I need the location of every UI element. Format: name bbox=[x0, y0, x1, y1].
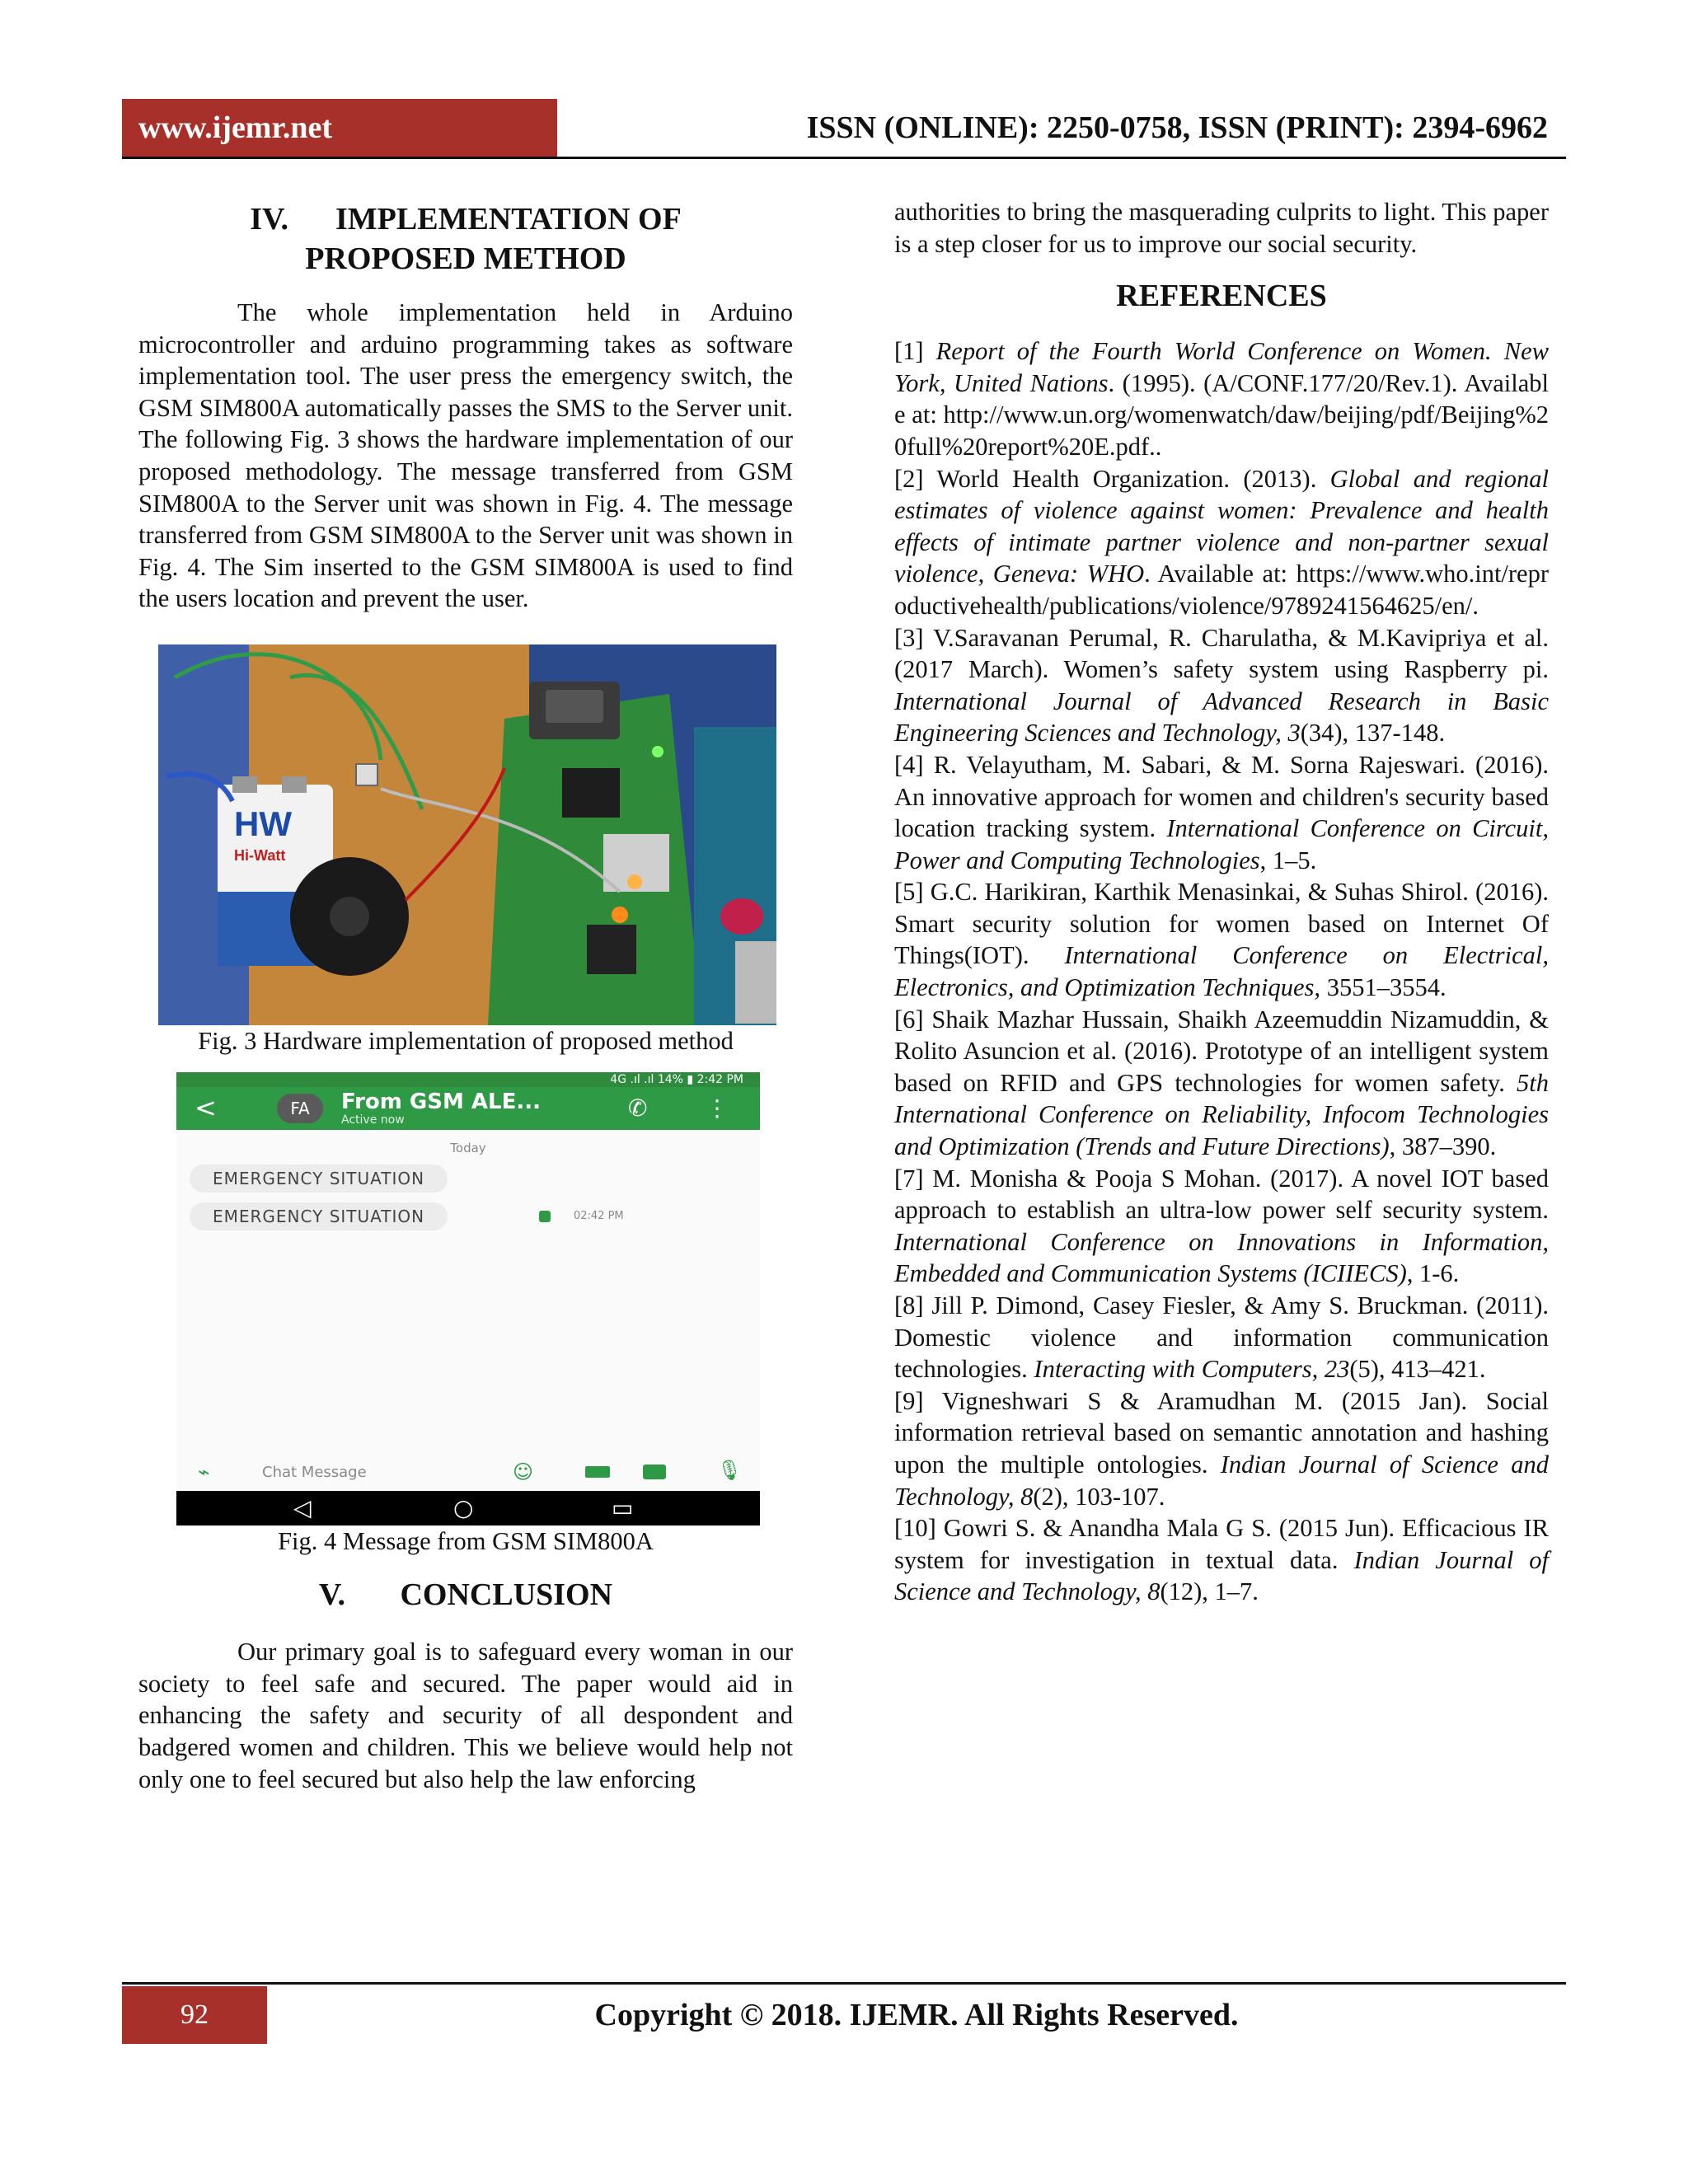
nav-home-icon[interactable]: ○ bbox=[453, 1493, 474, 1521]
microphone-icon[interactable]: 🎙 bbox=[717, 1458, 743, 1482]
emoji-icon[interactable]: ☺ bbox=[513, 1460, 534, 1483]
nav-back-icon[interactable]: ◁ bbox=[293, 1493, 312, 1521]
copyright-line: Copyright © 2018. IJEMR. All Rights Reserved. bbox=[594, 1998, 1239, 2032]
hardware-photo bbox=[158, 644, 776, 1025]
day-separator: Today bbox=[450, 1140, 486, 1155]
reference-item: [5] G.C. Harikiran, Karthik Menasinkai, & Suhas Shirol. (2016). Smart security solution for women based on Internet Of Things(IOT). International Conference on Electrical, Electronics, and Optimization Techniques, 3551–3554. bbox=[894, 878, 1549, 1002]
video-icon[interactable] bbox=[585, 1466, 610, 1478]
status-text: 4G .ıl .ıl 14% ▮ 2:42 PM bbox=[610, 1072, 743, 1086]
left-column bbox=[138, 196, 793, 1795]
message-bubble: EMERGENCY SITUATION bbox=[190, 1165, 448, 1193]
more-options-icon[interactable]: ⋮ bbox=[706, 1094, 729, 1122]
reference-item: [8] Jill P. Dimond, Casey Fiesler, & Amy S. Bruckman. (2011). Domestic violence and information communication technologies. Interacting with Computers, 23(5), 413–421. bbox=[894, 1291, 1549, 1384]
footer-rule bbox=[122, 1982, 1566, 1985]
battery-brand-text: HW bbox=[234, 804, 292, 843]
reference-item: [4] R. Velayutham, M. Sabari, & M. Sorna Rajeswari. (2016). An innovative approach for women and children's security based location tracking system. International Conference on Circuit, Power and Computing Technologies, 1–5. bbox=[894, 750, 1550, 874]
battery-sub-text: Hi-Watt bbox=[234, 846, 286, 864]
conclusion-paragraph: Our primary goal is to safeguard every woman in our society to feel safe and secured. The paper would aid in enhancing the safety and security of all despondent and badgered women and children. This we believe would help not only one to feel secured but also help the law enforcing bbox=[138, 1638, 793, 1793]
chat-app-bar bbox=[176, 1087, 760, 1130]
section-4-title-line2: PROPOSED METHOD bbox=[305, 241, 626, 276]
reference-item: [3] V.Saravanan Perumal, R. Charulatha, & M.Kavipriya et al. (2017 March). Women’s safety system using Raspberry pi. International Journal of Advanced Research in Basic Engineering Sciences and Technology, 3(34), 137-148. bbox=[894, 623, 1549, 748]
references-title: REFERENCES bbox=[1116, 279, 1327, 314]
reference-list bbox=[894, 335, 1549, 1608]
header-rule bbox=[122, 157, 1566, 159]
back-arrow-icon[interactable]: < bbox=[195, 1091, 217, 1123]
contact-avatar: FA bbox=[277, 1094, 323, 1123]
reference-item: [1] Report of the Fourth World Conference on Women. New York, United Nations. (1995). (A/CONF.177/20/Rev.1). Available at: http://www.un.org/womenwatch/daw/beijing/pdf/Beijing%20full%20report%20E.pdf.. bbox=[894, 337, 1549, 461]
android-nav-bar bbox=[176, 1491, 760, 1526]
sms-indicator-icon bbox=[539, 1211, 551, 1222]
reference-item: [6] Shaik Mazhar Hussain, Shaikh Azeemuddin Nizamuddin, & Rolito Asuncion et al. (2016). Prototype of an intelligent system based on RFID and GPS technologies for women safety. 5th International Conference on Reliability, Infocom Technologies and Optimization (Trends and Future Directions), 387–390. bbox=[894, 1005, 1549, 1161]
conclusion-continuation: authorities to bring the masquerading culprits to light. This paper is a step closer for us to improve our social security. bbox=[894, 198, 1549, 258]
phone-call-icon[interactable]: ✆ bbox=[628, 1094, 648, 1122]
hardware-illustration bbox=[158, 644, 776, 1025]
phone-status-bar bbox=[176, 1072, 760, 1087]
page-number: 92 bbox=[181, 1999, 209, 2030]
camera-icon[interactable] bbox=[643, 1465, 666, 1479]
section-5-title: V. CONCLUSION bbox=[318, 1577, 613, 1613]
reference-item: [10] Gowri S. & Anandha Mala G S. (2015 Jun). Efficacious IR system for investigation in textual data. Indian Journal of Science and Technology, 8(12), 1–7. bbox=[894, 1514, 1549, 1606]
issn-line: ISSN (ONLINE): 2250-0758, ISSN (PRINT): 2394-6962 bbox=[806, 110, 1548, 145]
attach-icon[interactable]: ⌁ bbox=[198, 1460, 210, 1483]
reference-item: [2] World Health Organization. (2013). Global and regional estimates of violence against women: Prevalence and health effects of intimate partner violence and non-partner sexual violence, Geneva: WHO. Available at: https://www.who.int/reproductivehealth/publications/violence/9789241564625/en/. bbox=[894, 464, 1550, 620]
implementation-paragraph: The whole implementation held in Arduino microcontroller and arduino programming takes as software implementation tool. The user press the emergency switch, the GSM SIM800A automatically passes the SMS to the Server unit. The following Fig. 3 shows the hardware implementation of our proposed methodology. The message transferred from GSM SIM800A to the Server unit was shown in Fig. 4. The message transferred from GSM SIM800A to the Server unit was shown in Fig. 4. The Sim inserted to the GSM SIM800A is used to find the users location and prevent the user. bbox=[138, 298, 793, 613]
journal-url: www.ijemr.net bbox=[138, 110, 332, 145]
chat-input[interactable]: Chat Message bbox=[262, 1463, 367, 1481]
message-time: 02:42 PM bbox=[574, 1209, 624, 1222]
nav-recents-icon[interactable]: ▭ bbox=[612, 1493, 634, 1521]
section-4-title-line1: IV. IMPLEMENTATION OF bbox=[250, 202, 682, 237]
sms-screenshot bbox=[176, 1072, 760, 1526]
message-bubble: EMERGENCY SITUATION bbox=[190, 1202, 448, 1230]
contact-status: Active now bbox=[341, 1113, 405, 1127]
reference-item: [9] Vigneshwari S & Aramudhan M. (2015 Jan). Social information retrieval based on semantic annotation and hashing upon the multiple ontologies. Indian Journal of Science and Technology, 8(2), 103-107. bbox=[894, 1386, 1550, 1511]
figure-3-caption: Fig. 3 Hardware implementation of proposed method bbox=[198, 1026, 734, 1055]
right-column bbox=[894, 196, 1549, 1608]
contact-name: From GSM ALE... bbox=[341, 1089, 541, 1114]
figure-4-caption: Fig. 4 Message from GSM SIM800A bbox=[278, 1526, 654, 1555]
reference-item: [7] M. Monisha & Pooja S Mohan. (2017). A novel IOT based approach to establish an ultra-low power self security system. International Conference on Innovations in Information, Embedded and Communication Systems (ICIIECS), 1-6. bbox=[894, 1164, 1549, 1288]
